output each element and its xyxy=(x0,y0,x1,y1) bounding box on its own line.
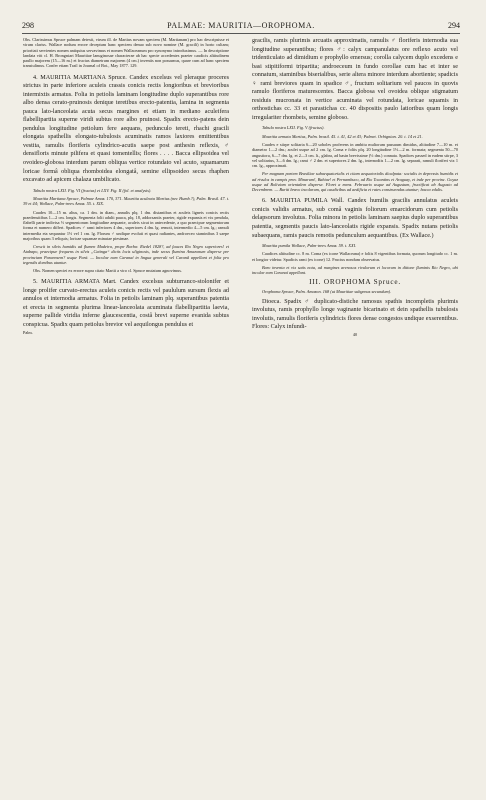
left-page-number: 298 xyxy=(22,20,34,30)
species-4-obs: Obs. Nomen speciei ex errore supra citato Martii a viro cl. Spruce mutatum agnovimus. xyxy=(33,268,182,273)
species-5-continued: gracilis, ramis plurimis arcuatis approximatis, ramulis ♂ floriferis internodia sua longitudine superantibus; flores ♂: calyx campanulatus ore reflexo acuto vel tridenticulato ad dimidium e prophyllo emersus; corolla calycem duplo excedens e basi stipitiformi tripartita; androeceum in fundo corollae cum hac et inter se connatum, staminibus biserialibus, serie altera minore interdum abortiente; spadicis ♀ rami breviores quam in spadice ♂, fructum solitarium vel paucos in quovis ramulo floriferos maturescentes. Bacca globosa vel ovoidea oblique stigmatum residuis mucronata in vertice acuminata vel rotundata, loricae squamis in orthostichas cc. 33 et parastichas cc. 40 dispositis paulo latioribus quam longis irregulariter rhombeis, semine globoso. xyxy=(252,38,458,121)
right-column xyxy=(252,37,458,337)
running-header xyxy=(22,19,460,31)
species-5-synonyms: Mauritia armata Martius, Palm. brasil. 45. t. 41, 42 et 43; Palmet. Orbignian. 20. t. 14 et 21. xyxy=(262,133,423,139)
species-5-distribution: Per magnam partem Brasiliae subaequatorialis et citam aequatorialis dicalpata: socialis in depressis humidis et ad rivulos in campis prov. Minarum!, Bahiae! et Pernambuco, ad Rio Tocantins et Araguay, et inde per provinc. Goyaz usque ad Boliviam orientalem disperse. Floret a mens. Februario usque ad Augustum, fructificat ab Augusto ad Decembrem. — Buriti bravo incolarum, qui caudicibus ad aedificia et rates construendas utuntur; bacca edulis. xyxy=(252,171,458,193)
species-5-description: 5. MAURITIA ARMATA Mart. Candex excelsus subturranco-stolonifer et longe prolifer curvato-erectus aculeis conicis rectis vel paululum sursum flexis ad annulos et internodia armatus. Folia in petiolis laminam plq. superantibus patentia et erecta in segmenta plurima linear-lanceolata acuminata flabellipartitia laevia, superne pallide viridia inferne glaucescentia, costâ brevi superne evanida subtus conspicua. Spadix quam petiolus brevior vel aequilongus pendulus et xyxy=(23,279,229,328)
species-6-synonyms: Mauritia pumila Wallace, Palm-trees Amaz. 59. t. XXI. xyxy=(262,243,357,249)
running-title: PALMAE: MAURITIA—OROPHOMA. xyxy=(167,20,315,30)
species-4-description: 4. MAURITIA MARTIANA Spruce. Candex excelsus vel pleraque proceres strictus in parte inferiore aculeis crassis conicis rectis longioribus et brevioribus intermixtis armatus. Folia in petiolis laminam longitudine duplo superantibus rore albo densa cerato-pruinosis denique teretibus erecto-patentia, lamina in segmenta pauca lato-lanceolata acuta secus margines et etiam in mediano aculeifera flabellipartita superne viridi subtus rore albo pruinosi. Spadix erecto-patens dein pendulus longitudine petiolum fere aequans, pedunculo tereti, rhachi gracili elongata spathellis elongato-tubulosis acuminatis ramos laxiores emittentibus vestita, ramulis floriferis cylindrico-acutis saepe post anthesin reflexis, ♂ densifloris minute pilifera et quasi tomentellis; flores . . . . Bacca ellipsoidea vel ovoideo-globosa interdum parum obliqua vertice rotundato vel acuto, squamarum loricae formâ obliqua rhomboidea elongatâ, semine ellipsoideo secus rhaphen excavato ad apicem chalaza umbilicato. xyxy=(23,74,229,184)
species-5-details: Caudex e stirpe solitaria 6—20 soboles proferens in ambitu multorum passuum dimidus, altitudine 7—10 m. et diametro 1—2 dm.; aculei usque ad 2 cm. lg. Coma e foliis plq. 20 longitudine 1⅓—2 m. formata; segmenta 50—70 angustiora, 6—7 dm. lg. et 2—3 cm. lt., glabra, ad basin brevissime (⅓ dm.) connata. Spadices passed in eadem stirpe, 3 vel solitarius, 3—6 dm. lg.; rami ♂ 2 dm. et superiores 2 dm. lg., internodiis 1—2 cm. lg. separati, ramuli floriferi vix 1 cm. lg., approximati. xyxy=(252,142,458,169)
header-rule xyxy=(22,33,460,34)
genus-synonym: Orophoma Spruce, Palm. Amazon. 168 (ut Mauritiae subgenus secundum). xyxy=(262,289,392,295)
species-6-description: 6. MAURITIA PUMILA Wall. Candex humilis gracilis annulatus aculeis conicis validis armatus, sub comâ vaginis foliorum emarcidorum cum petiolis delapsorum involutus. Folia minora in petiolis laminam saepius duplo superantibus patentia, segmentis paucis lato-lanceolatis rigide expansis. Spadix nutans petiolis subaequans, ramis paucis remotis pedunculum aequantibus. (Ex Wallace.) xyxy=(252,198,458,239)
species-5-plate-ref: Tabula nostra LXII. Fig. V (fructus). xyxy=(262,125,325,131)
obs-note-martiana: Obs. Clarissimus Spruce palmam detexit, virum ill. de Martius novam speciem (M. Martianam) pro hac descripsisse et virum clariss. Wallace nodum errore deceptum hanc speciem denuo sub novo nomine (M. gracili) in horto cultam; prioritati servientes nomen antiquius servavimus et nomen Wallaceanum pro synonymo introduximus. — In descriptione landata vitt cl. H. Brongniart Mauritiae lanuginosae characterae ab hac specie accedentes praeter caudicis altitudinem paullo majorem (15—16 m.) et fructus diametrum majorem (4 cm.) inventis non possumus, quare cum ad hanc speciem transtulimus. Confer etiam Trail in Journal of Bot., May 1877. 129. xyxy=(23,37,229,69)
genus-description: Dioeca. Spadix ♂ duplicato-distiche ramosus spathis incompletis plurimis involutus, ramis prophyllo longe vaginante bicarinato et dein spathellis tubulosis involutis, ramulis floriferis cylindricis flores dense congestos undique exserentibus. Flores: Calyx infundi- xyxy=(252,298,458,331)
genus-heading: III. OROPHOMA Spruce. xyxy=(309,278,401,287)
species-6-details: Caudices altitudine cc. 8 m. Coma (ex icone Wallaceana) e foliis 8 vigentibus formata, quorum longitudo cc. 1 m. et longior videtur. Spadicis rami (ex icone) 12. Fructus nondum observatus. xyxy=(252,251,458,262)
species-6-distribution: Baro inventa et vix satis nota, ad margines arenosos rivulorum et locorum in ditione fluminis Rio Negro, ubi incolae eam Caranaí appellant. xyxy=(252,264,458,276)
signature-number: 40 xyxy=(352,331,358,337)
signature-mark: Palm. xyxy=(23,329,33,335)
species-4-synonyms: Mauritia Martiana Spruce, Palmae Amaz. 170, 371. Mauritia aculeata Martius (nec Humb.?), Palm. Brasil. 47. t. 39 et 44; Wallace, Palm-trees Amaz. 55. t. XIX. xyxy=(23,195,230,207)
species-4-details: Caudex 10—15 m. altus, ca. 1 dm. in diam., annulis plq. 1 dm. distantibus et aculeis ligneis conicis rectis praedensitibus 1—2 cm. longis. Segmenta folii adulti pauca, plq. 18, addorsantis praeter, rigide expansis et vix pendula, flabelli parte indivisa ⅓ segmentorum longitudine aequante, aculeis sicut in antecedente, a quo praecipue segmentorum forma et numero differt. Spadices ♂ rami inferiores 4 dm., superiores 4 dm. lg. remoti, intermedio 4—5 cm. lg.; ramuli intermedia eta sequantur 1⅓ vel 1 cm. lg. Florum ♂ undique evoluti et quasi radiantes, androeceo staminibus 3 saepe majoribus quam 3 reliquis; loricae squamae minutae piesimae. xyxy=(23,209,229,241)
left-column xyxy=(23,37,229,335)
species-4-plate-ref: Tabula nostra LXII. Fig. VI (fructus) et LXV. Fig. II (fol. et analysis). xyxy=(33,187,152,193)
right-page-number: 294 xyxy=(447,20,460,30)
species-4-distribution: Crescit in silvis humidis ad flumen Madeira, prope Borba: Riedel 1828?, ad fauces Rio Negro superiores! et Atabapo, praecipue frequens in silvis „Catinga“ dictis locis uliginosis, inde secus flumina Amazonum disperse per provinciam Paraensem? usque Pará. — Incolae eam Caranaí in lingua generali vel Caranã appellant et folia pro tegendis domibus utuntur. xyxy=(23,244,229,265)
